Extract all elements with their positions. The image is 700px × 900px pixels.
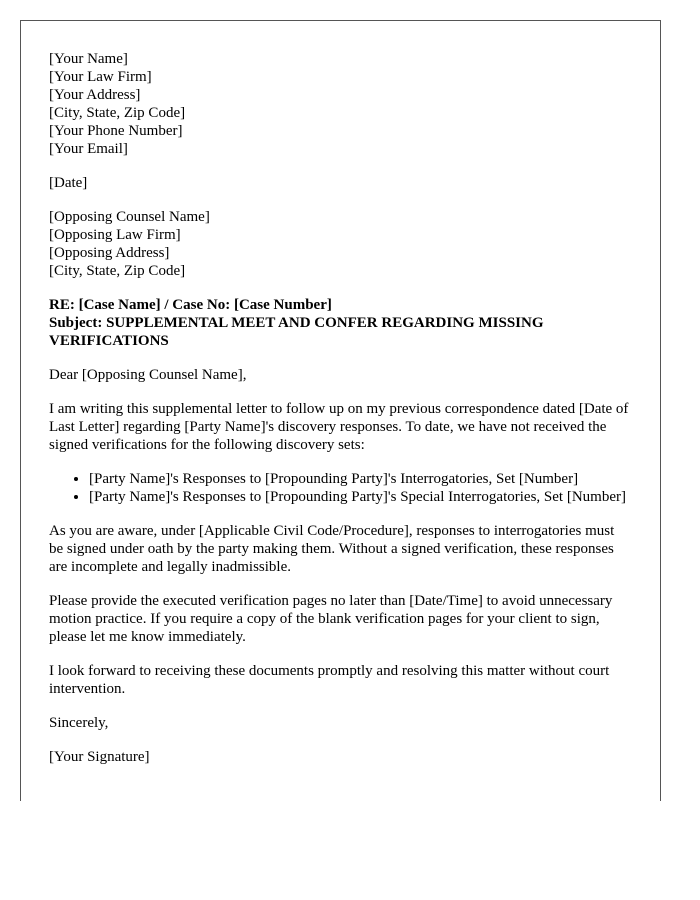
intro-paragraph: I am writing this supplemental letter to follow up on my previous correspondence dated [Date of Last Letter] regarding [Party Name]'s discovery responses. To date, we have not received the signed verifications for the following discovery sets: (49, 401, 629, 453)
letter-page (20, 20, 661, 801)
recipient-firm: [Opposing Law Firm] (49, 227, 181, 243)
list-item: • [Party Name]'s Responses to [Propounding Party]'s Special Interrogatories, Set [Number] (89, 488, 632, 506)
re-line: RE: [Case Name] / Case No: [Case Number] (49, 297, 332, 313)
sender-firm: [Your Law Firm] (49, 69, 152, 85)
letter-date: [Date] (49, 175, 88, 191)
recipient-name: [Opposing Counsel Name] (49, 209, 210, 225)
recipient-city: [City, State, Zip Code] (49, 263, 186, 279)
sender-address: [Your Address] (49, 87, 141, 103)
recipient-address: [Opposing Address] (49, 245, 170, 261)
paragraph-request: Please provide the executed verification pages no later than [Date/Time] to avoid unnecessary motion practice. If you require a copy of the blank verification pages for your client to sign, please let me know immediately. (49, 593, 613, 645)
date-block (49, 174, 632, 192)
signature: [Your Signature] (49, 749, 150, 765)
paragraph-closing-remark: I look forward to receiving these documents promptly and resolving this matter without court intervention. (49, 663, 610, 697)
subject-line: Subject: SUPPLEMENTAL MEET AND CONFER REGARDING MISSING VERIFICATIONS (49, 315, 544, 349)
sender-phone: [Your Phone Number] (49, 123, 183, 139)
discovery-list (49, 470, 632, 506)
sender-block (49, 50, 632, 158)
closing: Sincerely, (49, 715, 109, 731)
sender-email: [Your Email] (49, 141, 128, 157)
paragraph-legal-requirement: As you are aware, under [Applicable Civil Code/Procedure], responses to interrogatories must be signed under oath by the party making them. Without a signed verification, these responses are incomplete and legally inadmissible. (49, 523, 615, 575)
list-item: • [Party Name]'s Responses to [Propounding Party]'s Interrogatories, Set [Number] (89, 470, 632, 488)
salutation: Dear [Opposing Counsel Name], (49, 367, 247, 383)
subject-block (49, 296, 632, 350)
sender-name: [Your Name] (49, 51, 128, 67)
recipient-block (49, 208, 632, 280)
sender-city: [City, State, Zip Code] (49, 105, 186, 121)
